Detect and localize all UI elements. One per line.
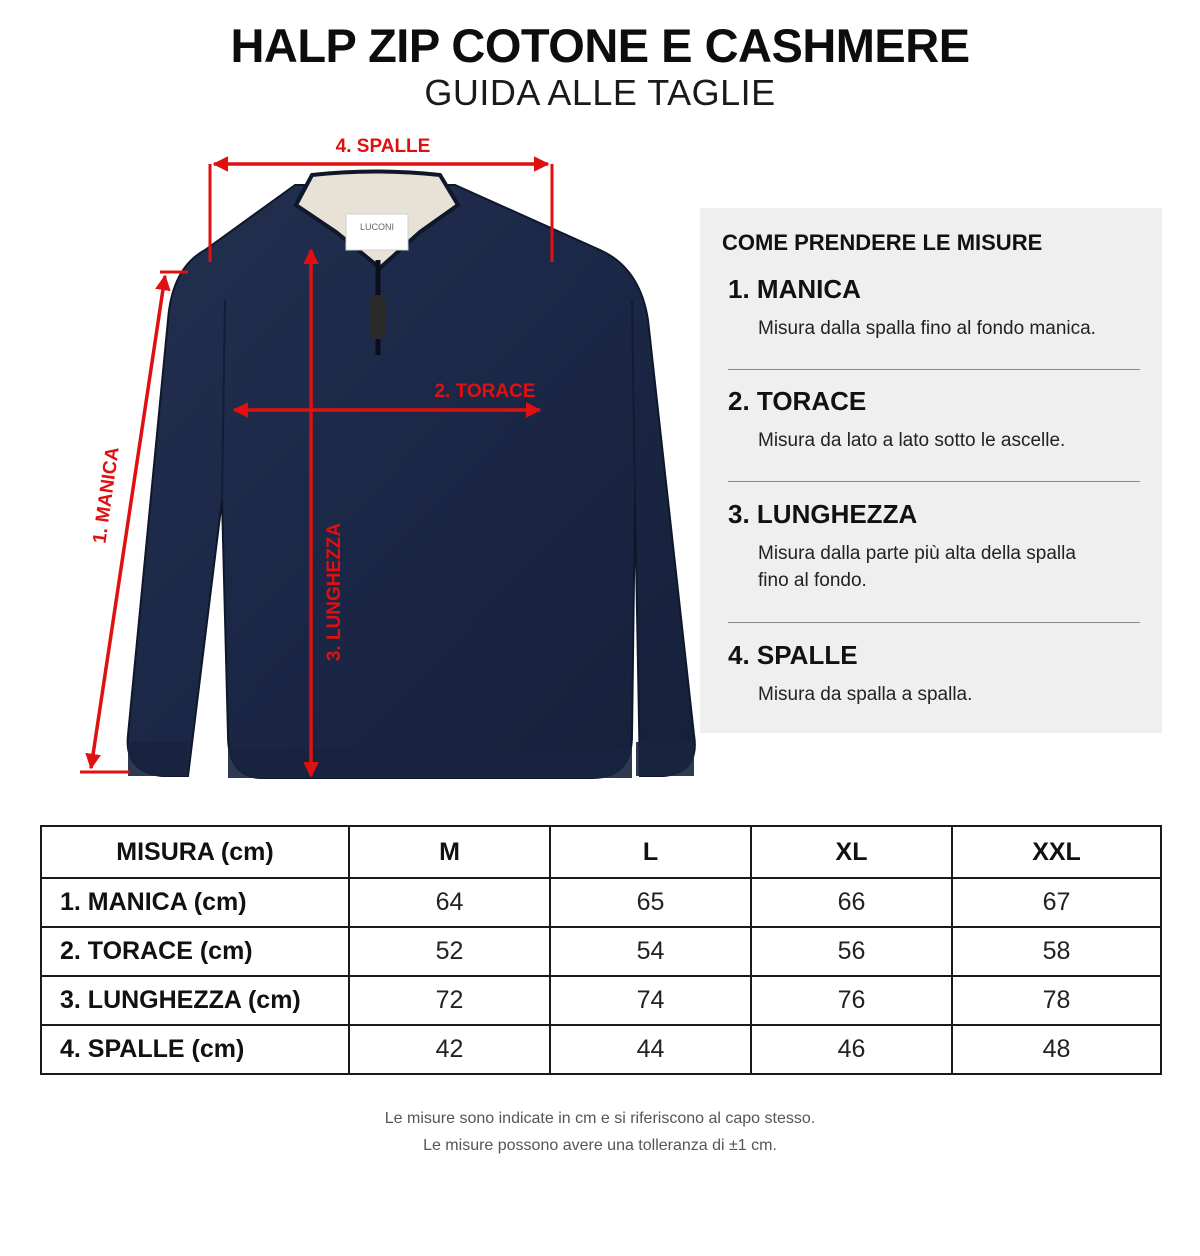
step-description: Misura dalla parte più alta della spalla fino al fondo. [758, 543, 1076, 591]
table-cell: 78 [952, 976, 1161, 1025]
brand-tag-text: LUCONI [359, 222, 395, 232]
table-cell: 76 [751, 976, 952, 1025]
guide-step-spalle [728, 640, 1140, 708]
step-description: Misura dalla spalla fino al fondo manica. [758, 318, 1096, 339]
table-row [41, 878, 1161, 927]
table-cell: 52 [349, 927, 550, 976]
step-description: Misura da lato a lato sotto le ascelle. [758, 430, 1066, 451]
step-title: 3. LUNGHEZZA [728, 499, 918, 529]
table-row [41, 927, 1161, 976]
page-subtitle: GUIDA ALLE TAGLIE [424, 72, 776, 113]
row-label: 1. MANICA (cm) [41, 878, 349, 927]
table-cell: 67 [952, 878, 1161, 927]
step-title: 2. TORACE [728, 386, 867, 416]
step-title: 4. SPALLE [728, 640, 858, 670]
header-size-l: L [550, 826, 751, 878]
guide-step-manica [728, 274, 1140, 342]
row-label: 2. TORACE (cm) [41, 927, 349, 976]
label-lunghezza: 3. LUNGHEZZA [324, 522, 345, 662]
header-size-m: M [349, 826, 550, 878]
divider [728, 369, 1140, 370]
sweater-measurement-illustration [0, 120, 700, 820]
step-title: 1. MANICA [728, 274, 861, 304]
header-measure: MISURA (cm) [41, 826, 349, 878]
header-size-xxl: XXL [952, 826, 1161, 878]
table-row [41, 1025, 1161, 1074]
table-cell: 42 [349, 1025, 550, 1074]
page-title: HALP ZIP COTONE E CASHMERE [230, 19, 970, 72]
table-cell: 58 [952, 927, 1161, 976]
footnote-tolerance: Le misure possono avere una tolleranza di ±1 cm. [423, 1137, 777, 1154]
size-table [40, 825, 1162, 1075]
table-cell: 64 [349, 878, 550, 927]
table-cell: 72 [349, 976, 550, 1025]
label-torace: 2. TORACE [434, 381, 536, 402]
label-manica: 1. MANICA [89, 445, 124, 545]
divider [728, 481, 1140, 482]
label-spalle: 4. SPALLE [335, 136, 431, 157]
table-cell: 48 [952, 1025, 1161, 1074]
table-cell: 54 [550, 927, 751, 976]
sweater-body [128, 185, 695, 778]
table-header-row [41, 826, 1161, 878]
guide-step-torace [728, 386, 1140, 454]
table-cell: 66 [751, 878, 952, 927]
footnote-units: Le misure sono indicate in cm e si riferiscono al capo stesso. [384, 1110, 816, 1127]
table-row [41, 976, 1161, 1025]
table-cell: 44 [550, 1025, 751, 1074]
measurement-guide-panel [700, 208, 1162, 733]
table-cell: 74 [550, 976, 751, 1025]
table-cell: 65 [550, 878, 751, 927]
row-label: 4. SPALLE (cm) [41, 1025, 349, 1074]
guide-step-lunghezza [728, 499, 1140, 594]
row-label: 3. LUNGHEZZA (cm) [41, 976, 349, 1025]
step-description: Misura da spalla a spalla. [758, 684, 973, 705]
table-cell: 46 [751, 1025, 952, 1074]
table-cell: 56 [751, 927, 952, 976]
guide-heading: COME PRENDERE LE MISURE [722, 230, 1043, 255]
divider [728, 622, 1140, 623]
header-size-xl: XL [751, 826, 952, 878]
